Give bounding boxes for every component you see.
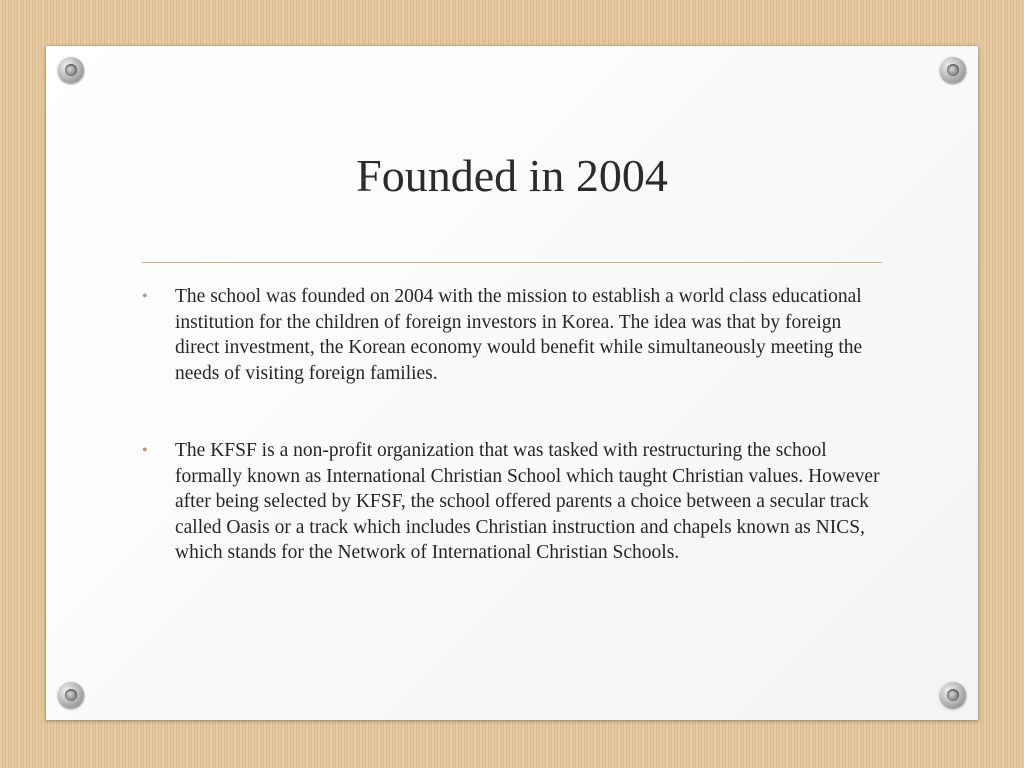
bullet-marker-icon: •: [142, 442, 148, 459]
bullet-text: The KFSF is a non-profit organization that was tasked with restructuring the school formally known as International Christian School which taught Christian values. However after being selected by KFSF, the school offered parents a choice between a secular track called Oasis or a track which includes Christian instruction and chapels known as NICS, which stands for the Network of International Christian Schools.: [175, 440, 880, 563]
bullet-marker-icon: •: [142, 288, 148, 305]
title-divider: [142, 262, 882, 263]
bullet-text: The school was founded on 2004 with the mission to establish a world class educational institution for the children of foreign investors in Korea. The idea was that by foreign direct investment, the Korean economy would benefit while simultaneously meeting the needs of visiting foreign families.: [175, 286, 863, 384]
slide-card: [46, 46, 978, 720]
bullet-item: [142, 438, 884, 566]
rivet-bottom-right-icon: [940, 682, 966, 708]
rivet-bottom-left-icon: [58, 682, 84, 708]
rivet-top-left-icon: [58, 57, 84, 83]
bullet-item: [142, 284, 884, 386]
rivet-top-right-icon: [940, 57, 966, 83]
slide-title: Founded in 2004: [356, 150, 668, 201]
bullet-list: [142, 284, 884, 618]
